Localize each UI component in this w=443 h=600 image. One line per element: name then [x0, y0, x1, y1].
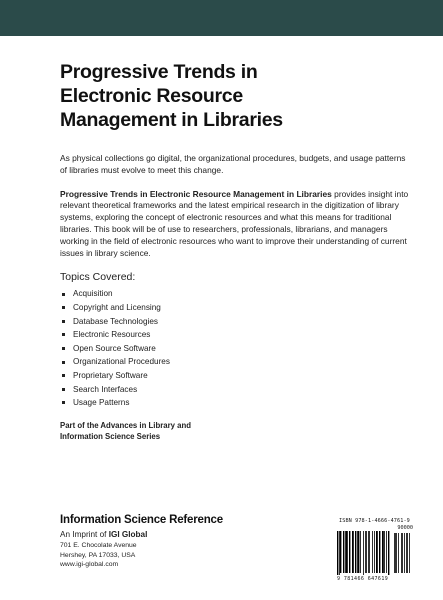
- price-addon-code: 90000: [397, 525, 413, 531]
- barcode-bar: [345, 531, 346, 573]
- isbn-number: ISBN 978-1-4666-4761-9: [339, 518, 410, 524]
- list-item: [60, 287, 410, 301]
- bullet-icon: [62, 293, 65, 296]
- barcode-bar: [379, 531, 380, 573]
- barcode-bar: [383, 531, 384, 573]
- topic-label: Open Source Software: [73, 343, 156, 353]
- barcode-bar: [384, 531, 385, 573]
- barcode-bar: [340, 531, 341, 573]
- bullet-icon: [62, 361, 65, 364]
- publisher-address: [60, 541, 280, 570]
- barcode-addon-bar: [398, 533, 399, 573]
- barcode-bar: [369, 531, 370, 573]
- list-item: [60, 342, 410, 356]
- barcode-addon-bar: [409, 533, 410, 573]
- intro-paragraph: As physical collections go digital, the organizational procedures, budgets, and usage patterns of libraries must evolve to meet this change.: [60, 153, 406, 175]
- topic-label: Usage Patterns: [73, 398, 130, 408]
- topic-label: Copyright and Licensing: [73, 302, 161, 312]
- topic-label: Database Technologies: [73, 316, 158, 326]
- isbn-barcode: [335, 518, 413, 584]
- barcode-addon-bar: [407, 533, 408, 573]
- barcode-bar: [358, 531, 359, 573]
- top-color-band: [0, 0, 443, 36]
- bullet-icon: [62, 320, 65, 323]
- barcode-bar: [360, 531, 361, 573]
- publisher-website: www.igi-global.com: [60, 561, 119, 569]
- bullet-icon: [62, 306, 65, 309]
- bullet-icon: [62, 374, 65, 377]
- imprint-name: IGI Global: [108, 530, 148, 539]
- barcode-bar: [343, 531, 344, 573]
- barcode-bar: [339, 531, 340, 575]
- barcode-bar: [363, 531, 364, 575]
- bullet-icon: [62, 333, 65, 336]
- barcode-addon-bar: [395, 533, 396, 573]
- imprint-line: [60, 530, 280, 539]
- barcode-bar: [372, 531, 373, 573]
- barcode-bar: [386, 531, 387, 573]
- series-note: [60, 420, 410, 442]
- barcode-bar: [355, 531, 356, 573]
- imprint-prefix: An Imprint of: [60, 530, 109, 539]
- bullet-icon: [62, 401, 65, 404]
- barcode-bar: [366, 531, 367, 573]
- book-title: [60, 60, 410, 132]
- barcode-bar: [337, 531, 338, 575]
- bullet-icon: [62, 347, 65, 350]
- description-text: provides insight into relevant theoretical frameworks and the latest empirical research in the digitization of library systems, exploring the concept of electronic resources and what this means for traditional libraries. This book will be of use to researchers, professionals, librarians, and managers working in the field of electronic resources who want to improve their understanding of current issues in library science.: [60, 188, 409, 258]
- topic-label: Acquisition: [73, 289, 113, 299]
- description-book-title: Progressive Trends in Electronic Resource Management in Libraries: [60, 188, 332, 199]
- list-item: [60, 315, 410, 329]
- barcode-bar: [365, 531, 366, 573]
- barcode-bar: [347, 531, 348, 573]
- bullet-icon: [62, 388, 65, 391]
- barcode-addon-bar: [404, 533, 405, 573]
- title-line-3: Management in Libraries: [60, 109, 283, 131]
- topic-label: Proprietary Software: [73, 370, 148, 380]
- topic-label: Search Interfaces: [73, 384, 138, 394]
- list-item: [60, 328, 410, 342]
- barcode-bar: [388, 531, 389, 575]
- barcode-digits: 9 781466 647619: [337, 576, 389, 582]
- address-line-1: 701 E. Chocolate Avenue: [60, 542, 137, 549]
- barcode-addon-bar: [406, 533, 407, 573]
- barcode-bar: [357, 531, 358, 573]
- topics-heading: Topics Covered:: [60, 271, 136, 284]
- topic-label: Organizational Procedures: [73, 357, 170, 367]
- barcode-addon-bar: [402, 533, 403, 573]
- series-line-2: Information Science Series: [60, 431, 161, 441]
- list-item: [60, 383, 410, 397]
- barcode-icon: [337, 531, 411, 575]
- list-item: [60, 355, 410, 369]
- back-cover-content: [60, 60, 410, 442]
- title-line-1: Progressive Trends in: [60, 61, 258, 83]
- barcode-bar: [377, 531, 378, 573]
- list-item: [60, 396, 410, 410]
- topics-list: [60, 287, 410, 409]
- address-line-2: Hershey, PA 17033, USA: [60, 551, 136, 559]
- publisher-name: Information Science Reference: [60, 514, 223, 526]
- barcode-addon-bar: [396, 533, 397, 573]
- barcode-addon-bar: [401, 533, 402, 573]
- barcode-bar: [374, 531, 375, 573]
- topic-label: Electronic Resources: [73, 330, 151, 340]
- series-line-1: Part of the Advances in Library and: [60, 420, 191, 430]
- publisher-block: [60, 514, 280, 570]
- title-line-2: Electronic Resource: [60, 85, 243, 107]
- barcode-bar: [353, 531, 354, 573]
- list-item: [60, 301, 410, 315]
- barcode-bar: [368, 531, 369, 573]
- barcode-addon-bar: [394, 533, 395, 573]
- description-paragraph: [60, 189, 410, 260]
- list-item: [60, 369, 410, 383]
- barcode-bar: [349, 531, 350, 573]
